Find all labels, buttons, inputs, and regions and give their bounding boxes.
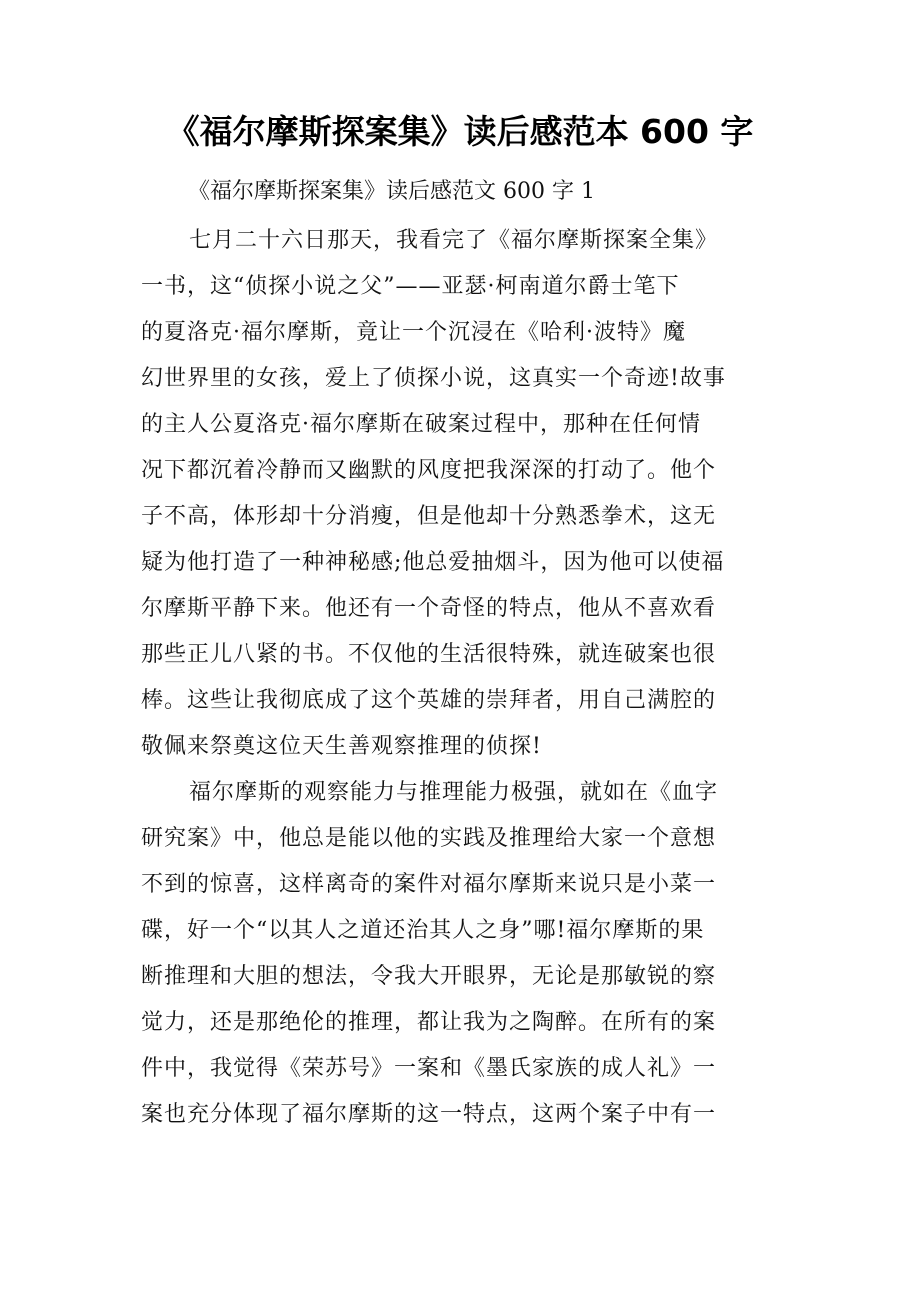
paragraph-line: 不到的惊喜，这样离奇的案件对福尔摩斯来说只是小菜一	[141, 872, 717, 897]
paragraph-line: 况下都沉着冷静而又幽默的风度把我深深的打动了。他个	[141, 458, 717, 483]
document-body	[141, 218, 771, 1138]
paragraph-line: 七月二十六日那天，我看完了《福尔摩斯探案全集》	[189, 228, 719, 253]
paragraph-line: 件中，我觉得《荣苏号》一案和《墨氏家族的成人礼》一	[141, 1056, 717, 1081]
paragraph-line: 疑为他打造了一种神秘感;他总爱抽烟斗，因为他可以使福	[141, 550, 725, 575]
document-title: 《福尔摩斯探案集》读后感范本 600 字	[166, 112, 754, 151]
paragraph-line: 那些正儿八紧的书。不仅他的生活很特殊，就连破案也很	[141, 642, 717, 667]
paragraph-line: 一书，这“侦探小说之父”——亚瑟·柯南道尔爵士笔下	[141, 274, 680, 299]
paragraph-line: 的夏洛克·福尔摩斯，竟让一个沉浸在《哈利·波特》魔	[141, 320, 686, 345]
paragraph-line: 敬佩来祭奠这位天生善观察推理的侦探!	[141, 734, 542, 759]
paragraph-line: 福尔摩斯的观察能力与推理能力极强，就如在《血字	[189, 780, 719, 805]
paragraph-line: 研究案》中，他总是能以他的实践及推理给大家一个意想	[141, 826, 717, 851]
paragraph-line: 子不高，体形却十分消瘦，但是他却十分熟悉拳术，这无	[141, 504, 717, 529]
paragraph-1	[141, 218, 771, 770]
paragraph-line: 碟，好一个“以其人之道还治其人之身”哪!福尔摩斯的果	[141, 918, 705, 943]
paragraph-line: 觉力，还是那绝伦的推理，都让我为之陶醉。在所有的案	[141, 1010, 717, 1035]
paragraph-line: 的主人公夏洛克·福尔摩斯在破案过程中，那种在任何情	[141, 412, 701, 437]
paragraph-line: 尔摩斯平静下来。他还有一个奇怪的特点，他从不喜欢看	[141, 596, 717, 621]
document-subtitle: 《福尔摩斯探案集》读后感范文 600 字 1	[188, 179, 595, 204]
paragraph-line: 幻世界里的女孩，爱上了侦探小说，这真实一个奇迹!故事	[141, 366, 726, 391]
paragraph-line: 棒。这些让我彻底成了这个英雄的崇拜者，用自己满腔的	[141, 688, 717, 713]
paragraph-line: 案也充分体现了福尔摩斯的这一特点，这两个案子中有一	[141, 1102, 717, 1127]
paragraph-2	[141, 770, 771, 1138]
paragraph-line: 断推理和大胆的想法，令我大开眼界，无论是那敏锐的察	[141, 964, 717, 989]
